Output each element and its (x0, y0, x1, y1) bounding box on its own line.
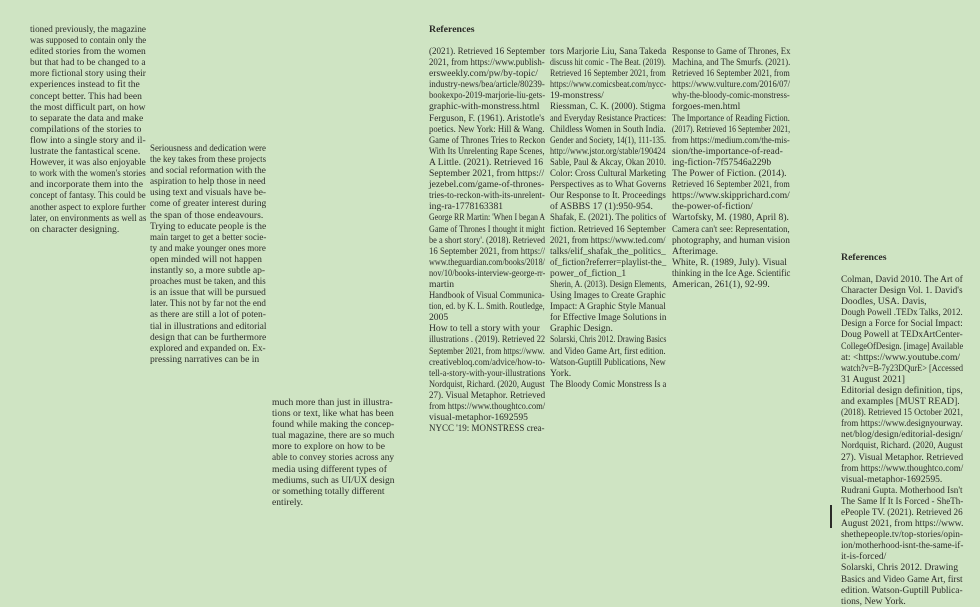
text-line: Retrieved 16 September 2021, from (672, 179, 790, 191)
text-line: Game of Thrones Tries to Reckon (429, 134, 546, 146)
text-line: compilations of the stories to (30, 123, 142, 135)
text-line: later. This not by far not the end (150, 298, 266, 310)
text-line: concept of fantasy. This could be (30, 190, 146, 202)
text-line: is an issue that will be pursued (150, 287, 266, 299)
text-line: visual-metaphor-1692595. (841, 473, 943, 485)
text-line: the-power-of-fiction/ (672, 201, 753, 213)
body-text-column-1 (30, 24, 146, 235)
text-line: York. (550, 367, 572, 379)
text-line: it-is-forced/ (841, 551, 887, 563)
margin-bar-divider (830, 505, 832, 528)
text-line: forgoes-men.html (672, 101, 741, 113)
text-line: August 2021, from https://www. (841, 518, 964, 530)
text-line: tries-to-reckon-with-its-unrelent- (429, 190, 545, 202)
text-line: watch?v=B-7y23DQurE> [Accessed (841, 362, 964, 374)
text-line: http://www.jstor.org/stable/190424 (550, 145, 666, 157)
text-line: Colman, David 2010. The Art of (841, 274, 963, 285)
text-line: to separate the data and make (30, 112, 144, 124)
text-line: edited stories from the women (30, 46, 146, 58)
text-line: as there are still a lot of poten- (150, 309, 266, 321)
text-line: graphic-with-monstress.html (429, 101, 540, 113)
text-line: power_of_fiction_1 (550, 267, 627, 279)
text-line: Rudrani Gupta. Motherhood Isn't (841, 484, 963, 496)
text-line: pressing narratives can be in (150, 353, 260, 365)
text-line: ion/motherhood-isnt-the-same-if- (841, 540, 964, 552)
text-line: much more than just in illustra- (272, 397, 393, 408)
text-line: tors Marjorie Liu, Sana Takeda (550, 46, 667, 57)
text-line: ing-ra-1778163381 (429, 201, 504, 213)
text-line: net/blog/design/editorial-design/ (841, 429, 963, 441)
text-line: and Video Game Art, first edition. (550, 345, 666, 357)
text-line: industry-news/bea/article/80239- (429, 79, 545, 91)
text-line: martin (429, 278, 455, 290)
text-line: open minded will not happen (150, 253, 262, 265)
text-line: George RR Martin: 'When I began A (429, 212, 546, 224)
text-line: Doug Powell at TEDxArtCenter- (841, 329, 963, 341)
text-line: Machina, and The Smurfs. (2021). (672, 57, 791, 69)
text-line: With Its Unrelenting Rape Scenes, (429, 145, 545, 157)
text-line: or something totally different (272, 485, 385, 497)
text-line: edition. Watson-Guptill Publica- (841, 584, 963, 596)
text-line: more fictional story using their (30, 68, 146, 80)
text-line: on character designing. (30, 223, 120, 235)
text-line: tual magazine, there are so much (272, 430, 395, 442)
text-line: 27). Visual Metaphor. Retrieved (841, 451, 964, 463)
text-line: Using Images to Create Graphic (550, 290, 666, 302)
text-line: from https://www.thoughtco.com/ (429, 401, 546, 412)
text-line: The Bloody Comic Monstress Is a (550, 378, 667, 390)
text-line: jezebel.com/game-of-thrones- (429, 179, 545, 191)
text-line: found while making the concep- (272, 419, 395, 431)
text-line: Afterimage. (672, 245, 719, 257)
text-line: ing-fiction-7f57546a229b (672, 156, 772, 168)
text-line: from https://medium.com/the-mis- (672, 134, 790, 146)
text-line: the span of those endeavours. (150, 209, 264, 221)
text-line: proaches must be taken, and this (150, 276, 266, 288)
text-line: Solarski, Chris 2012. Drawing (841, 562, 958, 574)
text-line: media using different types of (272, 463, 387, 475)
text-line: from https://www.thoughtco.com/ (841, 462, 964, 474)
text-line: design that can be furthermore (150, 331, 267, 343)
text-line: 2005 (429, 312, 449, 324)
text-line: Retrieved 16 September 2021, from (550, 68, 666, 80)
text-line: creativebloq.com/advice/how-to- (429, 356, 546, 368)
text-line: Nordquist, Richard. (2020, August (429, 378, 545, 390)
text-line: Ferguson, F. (1961). Aristotle's (429, 112, 545, 124)
text-line: Riessman, C. K. (2000). Stigma (550, 101, 666, 113)
text-line: Gender and Society, 14(1), 111-135. (550, 134, 667, 146)
text-line: photography, and human vision (672, 234, 790, 246)
text-line: Response to Game of Thrones, Ex (672, 46, 791, 57)
text-line: aspiration to help those in need (150, 176, 266, 188)
text-line: (2017). Retrieved 16 September 2021, (672, 123, 791, 135)
text-line: The Same If It Is Forced - SheTh- (841, 495, 964, 507)
text-line: tions or text, like what has been (272, 408, 394, 420)
text-line: discuss hit comic - The Beat. (2019). (550, 57, 666, 69)
text-line: Shafak, E. (2021). The politics of (550, 212, 667, 224)
text-line: using text and visuals have be- (150, 187, 267, 199)
text-line: ty and make younger ones more (150, 242, 266, 254)
text-line: Game of Thrones I thought it might (429, 223, 545, 235)
text-line: Watson-Guptill Publications, New (550, 356, 666, 368)
text-line: 27). Visual Metaphor. Retrieved (429, 389, 546, 401)
text-line: Basics and Video Game Art, first (841, 573, 963, 585)
text-line: tell-a-story-with-your-illustrations (429, 367, 546, 379)
text-line: was supposed to contain only the (30, 35, 147, 47)
text-line: Editorial design definition, tips, (841, 384, 963, 396)
references-column-3 (672, 46, 790, 290)
text-line: another aspect to explore further (30, 201, 146, 213)
references-heading: References (429, 24, 475, 35)
text-line: American, 261(1), 92-99. (672, 278, 770, 290)
text-line: bookexpo-2019-marjorie-liu-gets- (429, 90, 546, 102)
text-line: fiction. Retrieved 16 September (550, 223, 666, 235)
text-line: However, it was also enjoyable (30, 157, 146, 169)
text-line: Wartofsky, M. (1980, April 8). (672, 212, 789, 224)
text-line: Design a Force for Social Impact: (841, 318, 963, 330)
text-line: tial in illustrations and editorial (150, 320, 267, 332)
references-column-1 (429, 46, 545, 434)
text-line: White, R. (1989, July). Visual (672, 256, 787, 268)
text-line: illustrations . (2019). Retrieved 22 (429, 334, 546, 346)
text-line: thinking in the Ice Age. Scientific (672, 267, 791, 279)
text-line: and social reformation with the (150, 165, 266, 177)
references-heading-2: References (841, 252, 887, 263)
text-line: A Little. (2021). Retrieved 16 (429, 156, 544, 168)
text-line: lustrate the fantastical scene. (30, 146, 141, 158)
text-line: nov/10/books-interview-george-rr- (429, 267, 546, 279)
text-line: (2018). Retrieved 15 October 2021, (841, 407, 963, 419)
text-line: The Importance of Reading Fiction. (672, 112, 790, 124)
text-line: the most difficult part, on how (30, 101, 146, 113)
text-line: Impact: A Graphic Style Manual (550, 301, 666, 313)
text-line: ersweekly.com/pw/by-topic/ (429, 68, 538, 80)
text-line: Our Response to It. Proceedings (550, 190, 666, 202)
text-line: and examples [MUST READ]. (841, 396, 960, 408)
text-line: and Everyday Resistance Practices: (550, 112, 667, 124)
text-line: https://www.skipprichard.com/ (672, 190, 790, 202)
text-line: tions, New York. (841, 595, 906, 607)
body-text-column-3 (272, 397, 394, 508)
text-line: 19-monstress/ (550, 90, 604, 102)
text-line: Color: Cross Cultural Marketing (550, 168, 666, 180)
text-line: sion/the-importance-of-read- (672, 145, 783, 157)
text-line: visual-metaphor-1692595 (429, 412, 528, 424)
text-line: https://www.vulture.com/2016/07/ (672, 79, 791, 91)
text-line: How to tell a story with your (429, 323, 540, 335)
text-line: of ASBBS 17 (1):950-954. (550, 201, 653, 213)
text-line: mediums, such as UI/UX design (272, 474, 395, 486)
text-line: from https://www.designyourway. (841, 418, 963, 430)
text-line: NYCC '19: MONSTRESS crea- (429, 423, 545, 435)
text-line: and incorporate them into the (30, 179, 143, 191)
references-column-2 (550, 46, 666, 390)
text-line: why-the-bloody-comic-monstress- (672, 90, 790, 102)
text-line: tioned previously, the magazine (30, 24, 146, 35)
text-line: Dough Powell .TEDx Talks, 2012. (841, 307, 963, 319)
text-line: more to explore on how to be (272, 441, 385, 453)
text-line: Retrieved 16 September 2021, from (672, 68, 790, 80)
text-line: (2021). Retrieved 16 September (429, 46, 546, 57)
text-line: Handbook of Visual Communica- (429, 290, 545, 302)
references-list-2 (841, 274, 963, 607)
text-line: September 2021, from https:// (429, 168, 545, 180)
text-line: www.theguardian.com/books/2018/ (429, 256, 545, 268)
text-line: 2021, from https://www.ted.com/ (550, 234, 666, 246)
text-line: tion, ed. by K. L. Smith. Routledge, (429, 301, 545, 313)
text-line: experiences instead to fit the (30, 79, 140, 91)
text-line: CollegeOfDesign. [image] Available (841, 340, 964, 352)
text-line: able to convey stories across any (272, 452, 395, 464)
text-line: ePeople TV. (2021). Retrieved 26 (841, 506, 963, 518)
text-line: Nordquist, Richard. (2020, August (841, 440, 963, 452)
text-line: flow into a single story and il- (30, 134, 146, 146)
text-line: Graphic Design. (550, 323, 613, 335)
text-line: but that had to be changed to a (30, 57, 146, 69)
text-line: for Effective Image Solutions in (550, 312, 667, 324)
text-line: explored and expanded on. Ex- (150, 342, 266, 354)
text-line: talks/elif_shafak_the_politics_ (550, 245, 666, 257)
text-line: https://www.comicsbeat.com/nycc- (550, 79, 667, 91)
text-line: be a short story'. (2018). Retrieved (429, 234, 546, 246)
text-line: later, on environments as well as (30, 212, 147, 224)
text-line: concept better. This had been (30, 90, 142, 102)
text-line: Solarski, Chris 2012. Drawing Basics (550, 334, 667, 346)
text-line: entirely. (272, 496, 304, 508)
body-text-column-2 (150, 143, 266, 365)
text-line: 16 September 2021, from https:// (429, 245, 546, 257)
text-line: poetics. New York: Hill & Wang. (429, 123, 545, 135)
text-line: The Power of Fiction. (2014). (672, 168, 787, 180)
text-line: 31 August 2021] (841, 373, 905, 385)
text-line: at: <https://www.youtube.com/ (841, 351, 961, 363)
text-line: Sherin, A. (2013). Design Elements, (550, 278, 667, 290)
text-line: to work with the women's stories (30, 168, 146, 180)
text-line: of_fiction?referrer=playlist-the_ (550, 256, 667, 268)
text-line: the key takes from these projects (150, 154, 267, 166)
text-line: Character Design Vol. 1. David's (841, 285, 963, 297)
text-line: September 2021, from https://www. (429, 345, 545, 357)
text-line: Perspectives as to What Governs (550, 179, 667, 191)
text-line: Childless Women in South India. (550, 123, 666, 135)
text-line: shethepeople.tv/top-stories/opin- (841, 529, 964, 541)
text-line: 2021, from https://www.publish- (429, 57, 545, 69)
text-line: come of greater interest during (150, 198, 267, 210)
text-line: main target to get a better socie- (150, 231, 267, 243)
text-line: Sable, Paul & Akcay, Okan 2010. (550, 156, 666, 168)
text-line: instantly so, a more subtle ap- (150, 265, 266, 277)
text-line: Camera can't see: Representation, (672, 223, 790, 235)
text-line: Trying to educate people is the (150, 220, 267, 232)
text-line: Seriousness and dedication were (150, 143, 266, 154)
text-line: Doodles, USA. Davis, (841, 296, 927, 308)
